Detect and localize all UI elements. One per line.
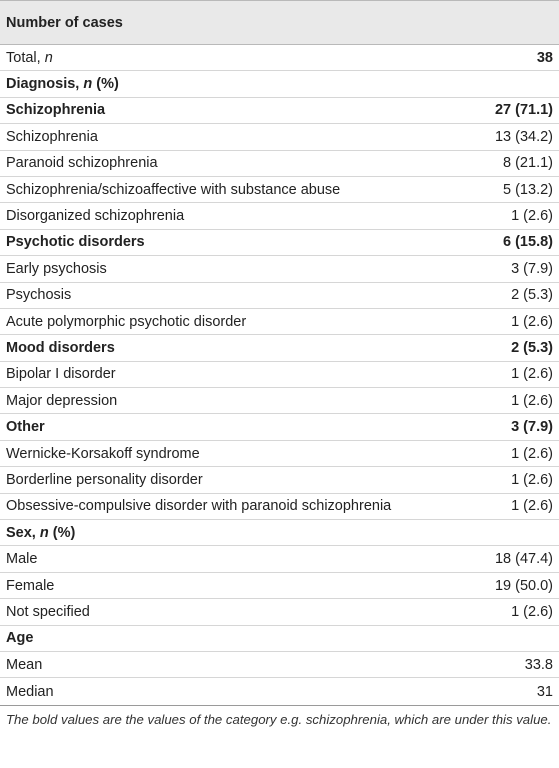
row-label: [6, 234, 443, 250]
table-body: [0, 45, 559, 705]
row-label-text: Diagnosis,: [6, 76, 84, 93]
row-value: 8 (21.1): [503, 155, 553, 172]
row-label-text: Female: [6, 577, 55, 594]
table-row: [0, 414, 559, 440]
row-label-suffix: (%): [92, 76, 119, 93]
row-label: [6, 50, 443, 66]
table-row: [0, 309, 559, 335]
row-label-text: Psychosis: [6, 287, 72, 304]
table-row: [0, 45, 559, 71]
row-label: [6, 182, 443, 198]
row-value: 1 (2.6): [511, 445, 553, 462]
row-label-text: Major depression: [6, 392, 118, 409]
row-label: [6, 261, 443, 277]
row-value: 19 (50.0): [494, 577, 553, 594]
table-row: [0, 98, 559, 124]
row-label-italic: n: [83, 76, 93, 93]
row-value: 5 (13.2): [503, 181, 553, 198]
row-label-text: Schizophrenia: [6, 102, 106, 119]
row-label: [6, 287, 443, 303]
table-row: [0, 520, 559, 546]
row-value: 6 (15.8): [503, 234, 553, 251]
table-header: [0, 0, 559, 45]
row-value: 1 (2.6): [511, 208, 553, 225]
table-row: [0, 652, 559, 678]
row-label: [6, 472, 443, 488]
row-label: [6, 155, 443, 171]
row-label: [6, 314, 443, 330]
table-row: [0, 283, 559, 309]
table-footnote: The bold values are the values of the category e.g. schizophrenia, which are under this value.: [6, 711, 552, 727]
row-label: [6, 129, 443, 145]
row-label-text: Early psychosis: [6, 260, 107, 277]
row-label-text: Wernicke-Korsakoff syndrome: [6, 445, 200, 462]
row-label: [6, 340, 443, 356]
row-label-text: Acute polymorphic psychotic disorder: [6, 313, 247, 330]
row-label-text: Schizophrenia: [6, 128, 98, 145]
table-row: [0, 203, 559, 229]
row-label-text: Other: [6, 419, 45, 436]
row-label-text: Age: [6, 630, 34, 647]
table-row: [0, 494, 559, 520]
row-value: 18 (47.4): [494, 551, 553, 568]
row-label: [6, 419, 443, 435]
row-value: 33.8: [524, 656, 553, 673]
row-value: 3 (7.9): [511, 260, 553, 277]
row-label: [6, 76, 443, 92]
table-row: [0, 626, 559, 652]
table-row: [0, 335, 559, 361]
row-label: [6, 578, 443, 594]
row-value: 1 (2.6): [511, 603, 553, 620]
row-value: 1 (2.6): [511, 366, 553, 383]
row-label-text: Paranoid schizophrenia: [6, 155, 158, 172]
row-label: [6, 525, 443, 541]
table-row: [0, 546, 559, 572]
table-row: [0, 362, 559, 388]
table-row: [0, 388, 559, 414]
row-label-italic: n: [39, 524, 49, 541]
row-label-text: Median: [6, 683, 54, 700]
table-row: [0, 467, 559, 493]
row-label-text: Schizophrenia/schizoaffective with substance abuse: [6, 181, 341, 198]
row-label-text: Male: [6, 551, 38, 568]
row-label-text: Disorganized schizophrenia: [6, 208, 185, 225]
table-row: [0, 124, 559, 150]
row-label: [6, 684, 443, 700]
row-label-italic: n: [44, 49, 53, 66]
table-row: [0, 256, 559, 282]
row-label: [6, 630, 443, 646]
row-label-text: Mood disorders: [6, 339, 115, 356]
row-label-text: Not specified: [6, 603, 90, 620]
table-row: [0, 177, 559, 203]
row-label-text: Mean: [6, 656, 43, 673]
row-label-text: Psychotic disorders: [6, 234, 145, 251]
row-label-suffix: (%): [48, 524, 76, 541]
row-label: [6, 393, 443, 409]
row-value: 27 (71.1): [494, 102, 553, 119]
table-row: [0, 678, 559, 704]
table-row: [0, 230, 559, 256]
row-label: [6, 102, 443, 118]
row-value: 2 (5.3): [511, 287, 553, 304]
header-label: Number of cases: [6, 14, 123, 31]
row-label-text: Obsessive-compulsive disorder with paranoid schizophrenia: [6, 498, 392, 515]
row-label-text: Borderline personality disorder: [6, 471, 203, 488]
row-value: 3 (7.9): [511, 419, 553, 436]
row-label-text: Bipolar I disorder: [6, 366, 116, 383]
row-value: 2 (5.3): [511, 339, 553, 356]
row-value: 31: [536, 683, 553, 700]
table-row: [0, 573, 559, 599]
row-value: 38: [536, 49, 553, 66]
row-label-text: Sex,: [6, 524, 40, 541]
row-label: [6, 604, 443, 620]
row-value: 1 (2.6): [511, 392, 553, 409]
row-label: [6, 446, 443, 462]
row-label-text: Total,: [6, 49, 45, 66]
row-label: [6, 366, 443, 382]
table-row: [0, 599, 559, 625]
table-row: [0, 151, 559, 177]
row-value: 1 (2.6): [511, 498, 553, 515]
row-label: [6, 498, 443, 514]
row-value: 1 (2.6): [511, 313, 553, 330]
row-label: [6, 208, 443, 224]
table-row: [0, 441, 559, 467]
table-row: [0, 71, 559, 97]
row-label: [6, 551, 443, 567]
row-label: [6, 657, 443, 673]
row-value: 1 (2.6): [511, 471, 553, 488]
row-value: 13 (34.2): [494, 128, 553, 145]
